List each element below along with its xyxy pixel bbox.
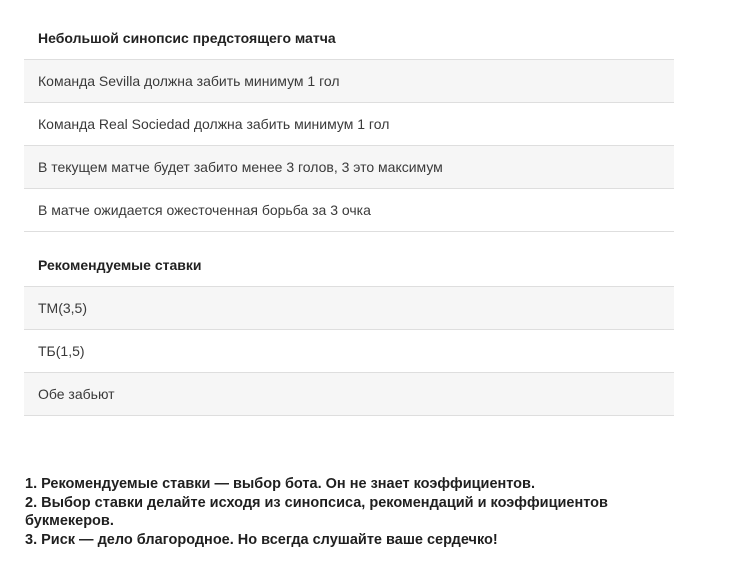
bets-header: Рекомендуемые ставки xyxy=(24,232,674,287)
note-item: 2. Выбор ставки делайте исходя из синопсиса, рекомендаций и коэффициентов букмекеров. xyxy=(25,494,608,529)
notes-block xyxy=(25,475,665,549)
bet-row: ТБ(1,5) xyxy=(24,330,674,373)
synopsis-row: Команда Real Sociedad должна забить минимум 1 гол xyxy=(24,103,674,146)
bet-row: ТМ(3,5) xyxy=(24,287,674,330)
note-item: 3. Риск — дело благородное. Но всегда слушайте ваше сердечко! xyxy=(25,531,498,548)
bets-section xyxy=(24,232,674,287)
synopsis-row: В текущем матче будет забито менее 3 голов, 3 это максимум xyxy=(24,146,674,189)
prediction-table xyxy=(24,17,674,416)
note-item: 1. Рекомендуемые ставки — выбор бота. Он не знает коэффициентов. xyxy=(25,476,535,492)
synopsis-row: В матче ожидается ожесточенная борьба за 3 очка xyxy=(24,189,674,232)
synopsis-row: Команда Sevilla должна забить минимум 1 гол xyxy=(24,60,674,103)
bet-row: Обе забьют xyxy=(24,373,674,416)
synopsis-header: Небольшой синопсис предстоящего матча xyxy=(24,17,674,60)
